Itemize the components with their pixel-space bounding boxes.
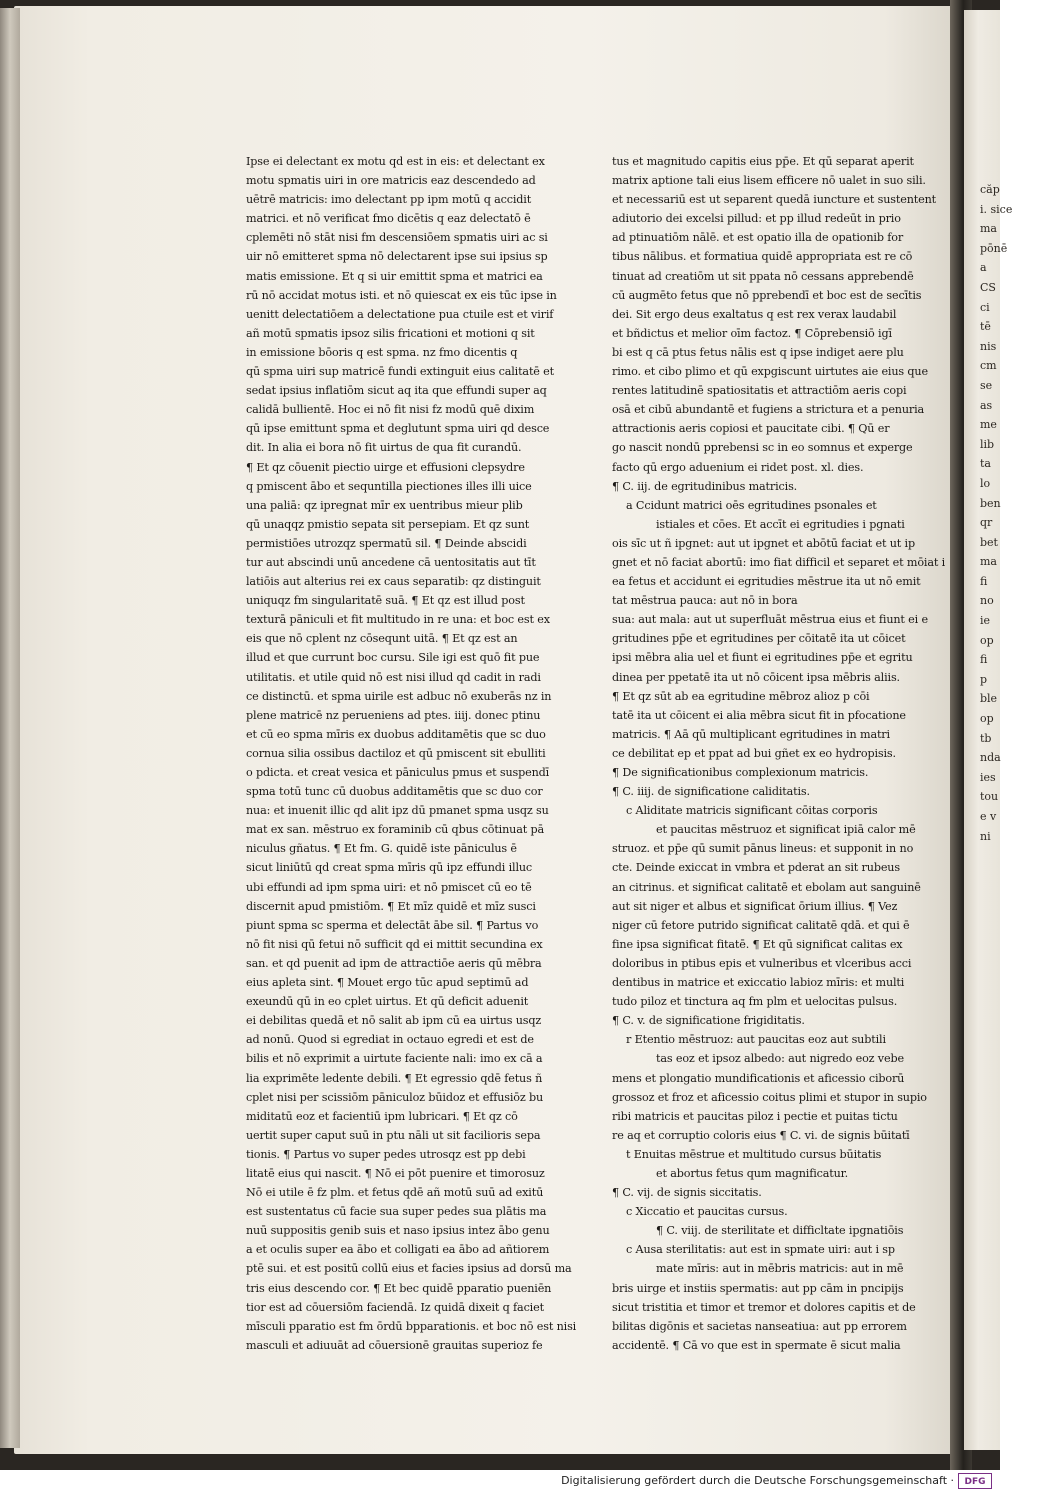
text-line: tior est ad cōuersiōm faciendā. Iz quidā dixeit q faciet bbox=[246, 1300, 544, 1314]
text-line: cplemēti nō stāt nisi fm descensiōem spmatis uiri ac si bbox=[246, 231, 548, 245]
text-line: struoz. et pp̄e qū sumit pānus lineus: et supponit in no bbox=[612, 842, 914, 856]
text-line: texturā pāniculi et fit multitudo in re una: et boc est ex bbox=[246, 613, 550, 627]
text-line: miditatū eoz et facientiū ipm lubricari. ¶ Et qz cō bbox=[246, 1109, 518, 1123]
text-line: plene matricē nz perueniens ad ptes. iiij. donec ptinu bbox=[246, 708, 541, 722]
text-line: r Etentio mēstruoz: aut paucitas eoz aut subtili bbox=[626, 1033, 886, 1047]
text-line: sua: aut mala: aut ut superfluāt mēstrua eius et fiunt ei e bbox=[612, 613, 928, 627]
text-line: Ipse ei delectant ex motu qd est in eis: et delectant ex bbox=[246, 155, 545, 168]
text-line: utilitatis. et utile quid nō est nisi illud qd cadit in radi bbox=[246, 670, 541, 684]
text-line: ad nonū. Quod si egrediat in octauo egredi et est de bbox=[246, 1033, 534, 1047]
text-line: ¶ Et qz sūt ab ea egritudine mēbroz alioz p cōi bbox=[612, 689, 870, 703]
text-line: uniquqz fm singularitatē suā. ¶ Et qz est illud post bbox=[246, 594, 525, 608]
text-line: exeundū qū in eo cplet uirtus. Et qū deficit aduenit bbox=[246, 995, 529, 1009]
text-line: sicut liniūtū qd creat spma mīris qū ipz effundi illuc bbox=[246, 861, 533, 875]
text-line: c Aliditate matricis significant cōitas corporis bbox=[626, 804, 878, 818]
text-line: permistiōes utrozqz spermatū sil. ¶ Deinde abscidi bbox=[246, 536, 527, 550]
text-line: rimo. et cibo plimo et qū expgiscunt uirtutes aie eius que bbox=[612, 365, 928, 379]
text-line: ea fetus et accidunt ei egritudies mēstrue ita ut nō emit bbox=[612, 575, 921, 589]
page-edge bbox=[0, 8, 20, 1448]
text-line: et paucitas mēstruoz et significat ipiā calor mē bbox=[656, 823, 916, 837]
fragment-line: tou bbox=[980, 790, 999, 804]
text-line: cplet nisi per scissiōm pāniculoz būidoz et effusiōz bu bbox=[246, 1090, 544, 1104]
text-line: mat ex san. mēstruo ex foraminib cū qbus cōtinuat pā bbox=[246, 823, 545, 837]
text-line: go nascit nondū pprebensi sc in eo somnus et experge bbox=[612, 441, 913, 455]
text-line: qū ipse emittunt spma et deglutunt spma uiri qd desce bbox=[246, 422, 550, 436]
text-line: tibus nālibus. et formatiua quidē appropriata est re cō bbox=[612, 250, 913, 264]
text-line: cte. Deinde exiccat in vmbra et pderat an sit rubeus bbox=[612, 861, 900, 875]
text-line: lia exprimēte ledente debili. ¶ Et egressio qdē fetus ñ bbox=[246, 1071, 543, 1085]
fragment-line: ni bbox=[980, 829, 991, 843]
text-line: discernit apud pmistiōm. ¶ Et mīz quidē et mīz susci bbox=[246, 899, 536, 913]
text-line: facto qū ergo aduenium ei ridet post. xl. dies. bbox=[612, 460, 864, 474]
text-line: masculi et adiuuāt ad cōuersionē grauitas superioz fe bbox=[246, 1338, 543, 1352]
text-line: ¶ C. iij. de egritudinibus matricis. bbox=[612, 479, 798, 493]
text-line: san. et qd puenit ad ipm de attractiōe aeris qū mēbra bbox=[246, 956, 542, 970]
text-line: añ motū spmatis ipsoz silis fricationi et motioni q sit bbox=[246, 326, 535, 340]
text-line: nuū suppositis genib suis et naso ipsius intez ābo genu bbox=[246, 1224, 550, 1238]
text-line: tatē ita ut cōicent ei alia mēbra sicut fit in pfocatione bbox=[612, 708, 906, 722]
text-line: et abortus fetus qum magnificatur. bbox=[656, 1166, 849, 1180]
text-line: spma totū tunc cū duobus additamētis que sc duo cor bbox=[246, 785, 543, 799]
text-line: doloribus in ptibus epis et vulneribus et vlceribus acci bbox=[612, 956, 912, 970]
text-line: ce debilitat ep et ppat ad bui gñet ex eo hydropisis. bbox=[612, 746, 896, 760]
text-line: an citrinus. et significat calitatē et ebolam aut sanguinē bbox=[612, 880, 921, 894]
text-line: niger cū fetore putrido significat calitatē qdā. et qui ē bbox=[612, 918, 910, 932]
text-line: ¶ De significationibus complexionum matricis. bbox=[612, 766, 869, 779]
text-line: ptē sui. et est positū collū eius et facies ipsius ad dorsū ma bbox=[246, 1262, 572, 1276]
fragment-line: i. sice bbox=[980, 202, 1013, 216]
text-line: ad ptinuatiōm nālē. et est opatio illa de opationib for bbox=[612, 231, 904, 245]
text-line: mens et plongatio mundificationis et aficessio ciborū bbox=[612, 1071, 905, 1085]
fragment-line: lo bbox=[980, 476, 991, 490]
fragment-line: ies bbox=[980, 770, 996, 784]
text-line: mate mīris: aut in mēbris matricis: aut in mē bbox=[656, 1262, 904, 1276]
text-line: ¶ C. v. de significatione frigiditatis. bbox=[612, 1014, 805, 1028]
text-line: c Ausa sterilitatis: aut est in spmate uiri: aut i sp bbox=[626, 1243, 895, 1257]
text-line: attractionis aeris copiosi et paucitate cibi. ¶ Qū er bbox=[612, 422, 890, 436]
text-line: et necessariū est ut separent quedā iuncture et sustentent bbox=[612, 193, 936, 207]
next-page-edge bbox=[964, 10, 1013, 1450]
text-line: dit. In alia ei bora nō fit uirtus de qua fit curandū. bbox=[246, 441, 522, 455]
fragment-line: tē bbox=[980, 320, 991, 334]
text-line: ipsi mēbra alia uel et fiunt ei egritudines pp̄e et egritu bbox=[612, 651, 913, 665]
text-line: tur aut abscindi unū ancedene cā uentositatis aut tīt bbox=[246, 555, 536, 569]
dfg-logo-icon: DFG bbox=[958, 1473, 992, 1489]
text-line: una paliā: qz ipregnat mīr ex uentribus mieur plib bbox=[246, 498, 523, 512]
text-line: calidā bullientē. Hoc ei nō fit nisi fz modū quē dixim bbox=[246, 403, 535, 417]
text-line: q pmiscent ābo et sequntilla piectiones illes illi uice bbox=[246, 479, 532, 493]
fragment-line: CS bbox=[980, 280, 996, 294]
text-line: t Enuitas mēstrue et multitudo cursus būitatis bbox=[626, 1147, 882, 1161]
text-line: Nō ei utile ē fz plm. et fetus qdē añ motū suū ad exitū bbox=[246, 1186, 544, 1200]
fragment-line: qr bbox=[980, 516, 993, 530]
text-line: ¶ Et qz cōuenit piectio uirge et effusioni clepsydre bbox=[246, 460, 525, 474]
fragment-line: se bbox=[980, 378, 993, 392]
text-line: re aq et corruptio coloris eius ¶ C. vi. de signis būitatī bbox=[612, 1128, 910, 1142]
fragment-line: tb bbox=[980, 731, 992, 745]
text-line: ubi effundi ad ipm spma uiri: et nō pmiscet cū eo tē bbox=[246, 880, 532, 894]
fragment-line: op bbox=[980, 633, 994, 647]
fragment-line: fi bbox=[980, 653, 988, 667]
text-line: ¶ C. vij. de signis siccitatis. bbox=[612, 1186, 762, 1200]
text-line: ois sīc ut ñ ipgnet: aut ut ipgnet et abōtū faciat et ut ip bbox=[612, 536, 915, 550]
fragment-line: nis bbox=[980, 339, 997, 353]
text-line: matis emissione. Et q si uir emittit spma et matrici ea bbox=[246, 269, 543, 283]
text-line: o pdicta. et creat vesica et pāniculus pmus et suspendī bbox=[246, 766, 550, 779]
text-line: eis que nō cplent nz cōsequnt uitā. ¶ Et qz est an bbox=[246, 632, 518, 646]
fragment-line: no bbox=[980, 594, 994, 608]
text-line: cū augmēto fetus que nō pprebendī et boc est de secītis bbox=[612, 288, 922, 302]
text-line: ce distinctū. et spma uirile est adbuc nō exuberās nz in bbox=[246, 689, 552, 703]
fragment-line: me bbox=[980, 418, 997, 432]
text-line: fine ipsa significat fitatē. ¶ Et qū significat calitas ex bbox=[612, 937, 903, 951]
text-line: c Xiccatio et paucitas cursus. bbox=[626, 1205, 788, 1219]
fragment-line: ci bbox=[980, 300, 990, 314]
text-line: sedat ipsius inflatiōm sicut aq ita que effundi super aq bbox=[246, 384, 547, 398]
text-line: ¶ C. viij. de sterilitate et difficltate ipgnatiōis bbox=[656, 1224, 904, 1238]
text-line: uir nō emitteret spma nō delectarent ipse sui ipsius sp bbox=[246, 250, 548, 264]
footer-bar bbox=[0, 1470, 1000, 1495]
text-line: dei. Sit ergo deus exaltatus q est rex verax laudabil bbox=[612, 307, 897, 321]
text-line: rū nō accidat motus isti. et nō quiescat ex eis tūc ipse in bbox=[246, 288, 557, 302]
text-line: gritudines pp̄e et egritudines per cōitatē ita ut cōicet bbox=[612, 632, 906, 646]
fragment-line: as bbox=[980, 398, 993, 412]
text-line: grossoz et froz et aficessio coitus plimi et stupor in supio bbox=[612, 1090, 927, 1104]
text-line: bris uirge et instiis spermatis: aut pp cām in pncipijs bbox=[612, 1281, 904, 1295]
left-page bbox=[14, 6, 960, 1454]
text-line: ribi matricis et paucitas piloz i pectie et puitas tictu bbox=[612, 1109, 898, 1123]
text-line: latiōis aut alterius rei ex caus separatib: qz distinguit bbox=[246, 575, 541, 589]
funding-credit: Digitalisierung gefördert durch die Deutsche Forschungsgemeinschaft · bbox=[561, 1474, 954, 1487]
text-line: eius apleta sint. ¶ Mouet ergo tūc apud septimū ad bbox=[246, 976, 529, 990]
fragment-line: ie bbox=[980, 614, 991, 628]
fragment-line: ma bbox=[980, 555, 997, 569]
fragment-line: căp bbox=[980, 183, 1000, 196]
text-line: tinuat ad creatiōm ut sit ppata nō cessans apprebendē bbox=[612, 269, 914, 283]
left-text-column bbox=[246, 152, 577, 1355]
text-line: piunt spma sc sperma et delectāt ābe sil. ¶ Partus vo bbox=[246, 918, 539, 932]
text-line: nua: et inuenit illic qd alit ipz dū pmanet spma usqz su bbox=[246, 804, 549, 818]
fragment-line: op bbox=[980, 712, 994, 726]
text-line: illud et que currunt boc cursu. Sile igi est quō fit pue bbox=[246, 651, 540, 665]
text-line: a et oculis super ea ābo et colligati ea ābo ad añtiorem bbox=[246, 1243, 550, 1257]
text-line: aut sit niger et albus et significat ōrium illius. ¶ Vez bbox=[612, 899, 898, 913]
text-line: matricis. ¶ Aā qū multiplicant egritudines in matri bbox=[612, 727, 890, 741]
text-line: tas eoz et ipsoz albedo: aut nigredo eoz vebe bbox=[656, 1052, 904, 1066]
text-line: uētrē matricis: imo delectant pp ipm motū q accidit bbox=[246, 193, 532, 207]
fragment-line: lib bbox=[980, 437, 995, 451]
text-line: niculus gñatus. ¶ Et fm. G. quidē iste pāniculus ē bbox=[246, 842, 517, 856]
fragment-line: fi bbox=[980, 574, 988, 588]
text-line: bilitas digōnis et sacietas nanseatiua: aut pp errorem bbox=[612, 1319, 907, 1333]
text-line: dinea per ppetatē ita ut nō cōicent ipsa mēbris aliis. bbox=[612, 670, 900, 684]
text-line: ei debilitas quedā et nō salit ab ipm cū ea uirtus usqz bbox=[246, 1014, 542, 1028]
text-line: bi est q cā ptus fetus nālis est q ipse indiget aere plu bbox=[612, 345, 904, 359]
text-line: qū unaqqz pmistio sepata sit persepiam. Et qz sunt bbox=[246, 517, 530, 531]
text-line: et bñdictus et melior oīm factoz. ¶ Cōprebensiō igī bbox=[612, 326, 892, 340]
next-page-text-fragment bbox=[980, 180, 1040, 846]
text-line: istiales et cōes. Et accīt ei egritudies i pgnati bbox=[656, 517, 905, 531]
fragment-line: e v bbox=[980, 810, 997, 823]
text-line: dentibus in matrice et exiccatio labioz mīris: et multi bbox=[612, 976, 905, 990]
text-line: a Ccidunt matrici oēs egritudines psonales et bbox=[626, 498, 877, 512]
text-line: sicut tristitia et timor et tremor et dolores capitis et de bbox=[612, 1300, 916, 1314]
text-line: cornua silia ossibus dactiloz et qū pmiscent sit ebulliti bbox=[246, 746, 546, 760]
text-line: et cū eo spma mīris ex duobus additamētis que sc duo bbox=[246, 727, 546, 741]
fragment-line: ma bbox=[980, 222, 997, 236]
text-line: tus et magnitudo capitis eius pp̄e. Et qū separat aperit bbox=[612, 155, 914, 168]
text-line: uenitt delectatiōem a delectatione pua ctuile est et virif bbox=[246, 307, 554, 321]
fragment-line: a bbox=[980, 261, 987, 275]
text-line: accidentē. ¶ Cā vo que est in spermate ē sicut malia bbox=[612, 1338, 901, 1352]
text-line: uertit super caput suū in ptu nāli ut sit facilioris sepa bbox=[246, 1128, 541, 1142]
text-line: tris eius descendo cor. ¶ Et bec quidē pparatio pueniēn bbox=[246, 1281, 552, 1295]
text-line: motu spmatis uiri in ore matricis eaz descendedo ad bbox=[246, 174, 536, 188]
text-line: rentes latitudinē spatiositatis et attractiōm aeris copi bbox=[612, 384, 907, 398]
fragment-line: pōnē bbox=[980, 241, 1008, 255]
text-line: bilis et nō exprimit a uirtute faciente nali: imo ex cā a bbox=[246, 1052, 543, 1066]
fragment-line: cm bbox=[980, 359, 997, 373]
text-line: matrici. et nō verificat fmo dicētis q eaz delectatō ē bbox=[246, 212, 531, 226]
right-text-column bbox=[612, 152, 946, 1355]
text-line: mīsculi pparatio est fm ōrdū bpparationis. et boc nō est nisi bbox=[246, 1319, 577, 1333]
text-line: tat mēstrua pauca: aut nō in bora bbox=[612, 594, 798, 608]
text-line: gnet et nō faciat abortū: imo fiat difficil et separet et mōiat i bbox=[612, 555, 946, 569]
fragment-line: ben bbox=[980, 496, 1001, 510]
text-line: est sustentatus cū facie sua super pedes sua plātis ma bbox=[246, 1205, 547, 1219]
text-line: qū spma uiri sup matricē fundi extinguit eius calitatē et bbox=[246, 365, 554, 379]
text-line: matrix aptione tali eius lisem efficere nō ualet in suo sili. bbox=[612, 174, 926, 188]
text-line: adiutorio dei excelsi pillud: et pp illud redeūt in prio bbox=[612, 212, 901, 226]
text-line: ¶ C. iiij. de significatione caliditatis. bbox=[612, 785, 810, 799]
text-line: tudo piloz et tinctura aq fm plm et uelocitas pulsus. bbox=[612, 995, 898, 1009]
text-line: in emissione bōoris q est spma. nz fmo dicentis q bbox=[246, 345, 518, 359]
text-line: litatē eius qui nascit. ¶ Nō ei pōt puenire et timorosuz bbox=[246, 1166, 545, 1180]
text-line: tionis. ¶ Partus vo super pedes utrosqz est pp debi bbox=[246, 1147, 526, 1161]
fragment-line: bet bbox=[980, 535, 998, 549]
text-line: osā et cibū abundantē et fugiens a strictura et a penuria bbox=[612, 403, 925, 417]
fragment-line: ble bbox=[980, 692, 998, 706]
fragment-line: ta bbox=[980, 457, 991, 471]
fragment-line: nda bbox=[980, 751, 1001, 765]
fragment-line: p bbox=[980, 672, 988, 686]
text-line: nō fit nisi qū fetui nō sufficit qd ei mittit secundina ex bbox=[246, 937, 543, 951]
